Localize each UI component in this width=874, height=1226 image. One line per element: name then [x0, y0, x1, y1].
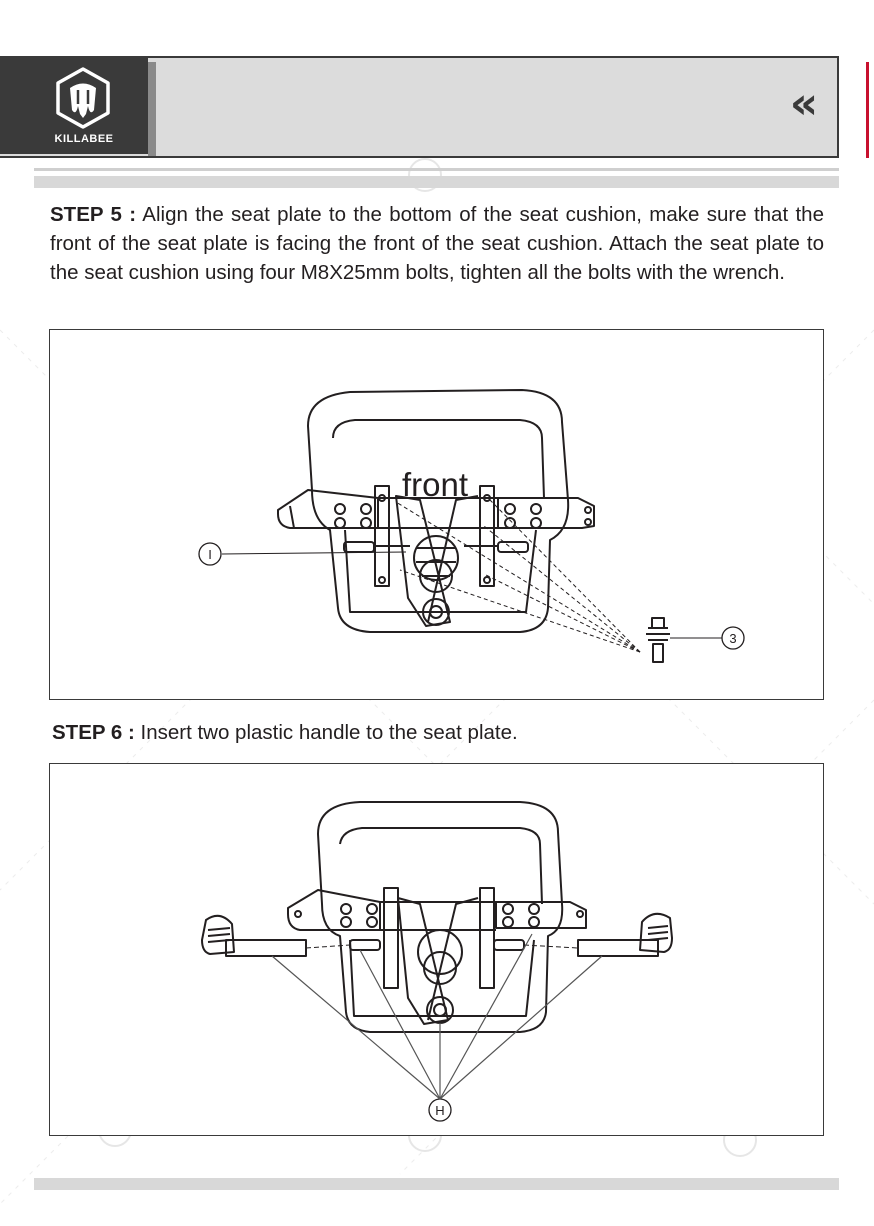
step-6-label: STEP 6 : [52, 721, 135, 744]
callout-part-i: I [208, 547, 212, 562]
seat-plate-attach-illustration [50, 330, 824, 700]
step-5-label: STEP 5 : [50, 203, 137, 226]
back-chevron-icon[interactable]: « [789, 78, 819, 129]
step-5-text: Align the seat plate to the bottom of the seat cushion, make sure that the front of the seat plate is facing the front of the seat cushion. Attach the seat plate to the seat cushion using four M8X25mm bolts, tighten all the bolts with the wrench. [50, 203, 824, 284]
logo-shadow [148, 62, 156, 156]
brand-name: KILLABEE [54, 133, 114, 145]
handle-insert-illustration [50, 764, 824, 1136]
step-6-diagram [49, 763, 824, 1136]
step-6-instruction [52, 718, 826, 747]
callout-handle-h: H [435, 1103, 445, 1118]
footer-rule [34, 1178, 839, 1190]
step-5-instruction [50, 200, 824, 287]
page-edge-mark [866, 62, 869, 158]
step-6-text: Insert two plastic handle to the seat plate. [140, 721, 518, 744]
killabee-logo-icon [50, 66, 116, 130]
callout-bolt-3: 3 [729, 631, 737, 646]
header-rule [34, 176, 839, 188]
step-5-diagram [49, 329, 824, 700]
header-rule-thin [34, 168, 839, 171]
front-label: front [402, 466, 469, 503]
